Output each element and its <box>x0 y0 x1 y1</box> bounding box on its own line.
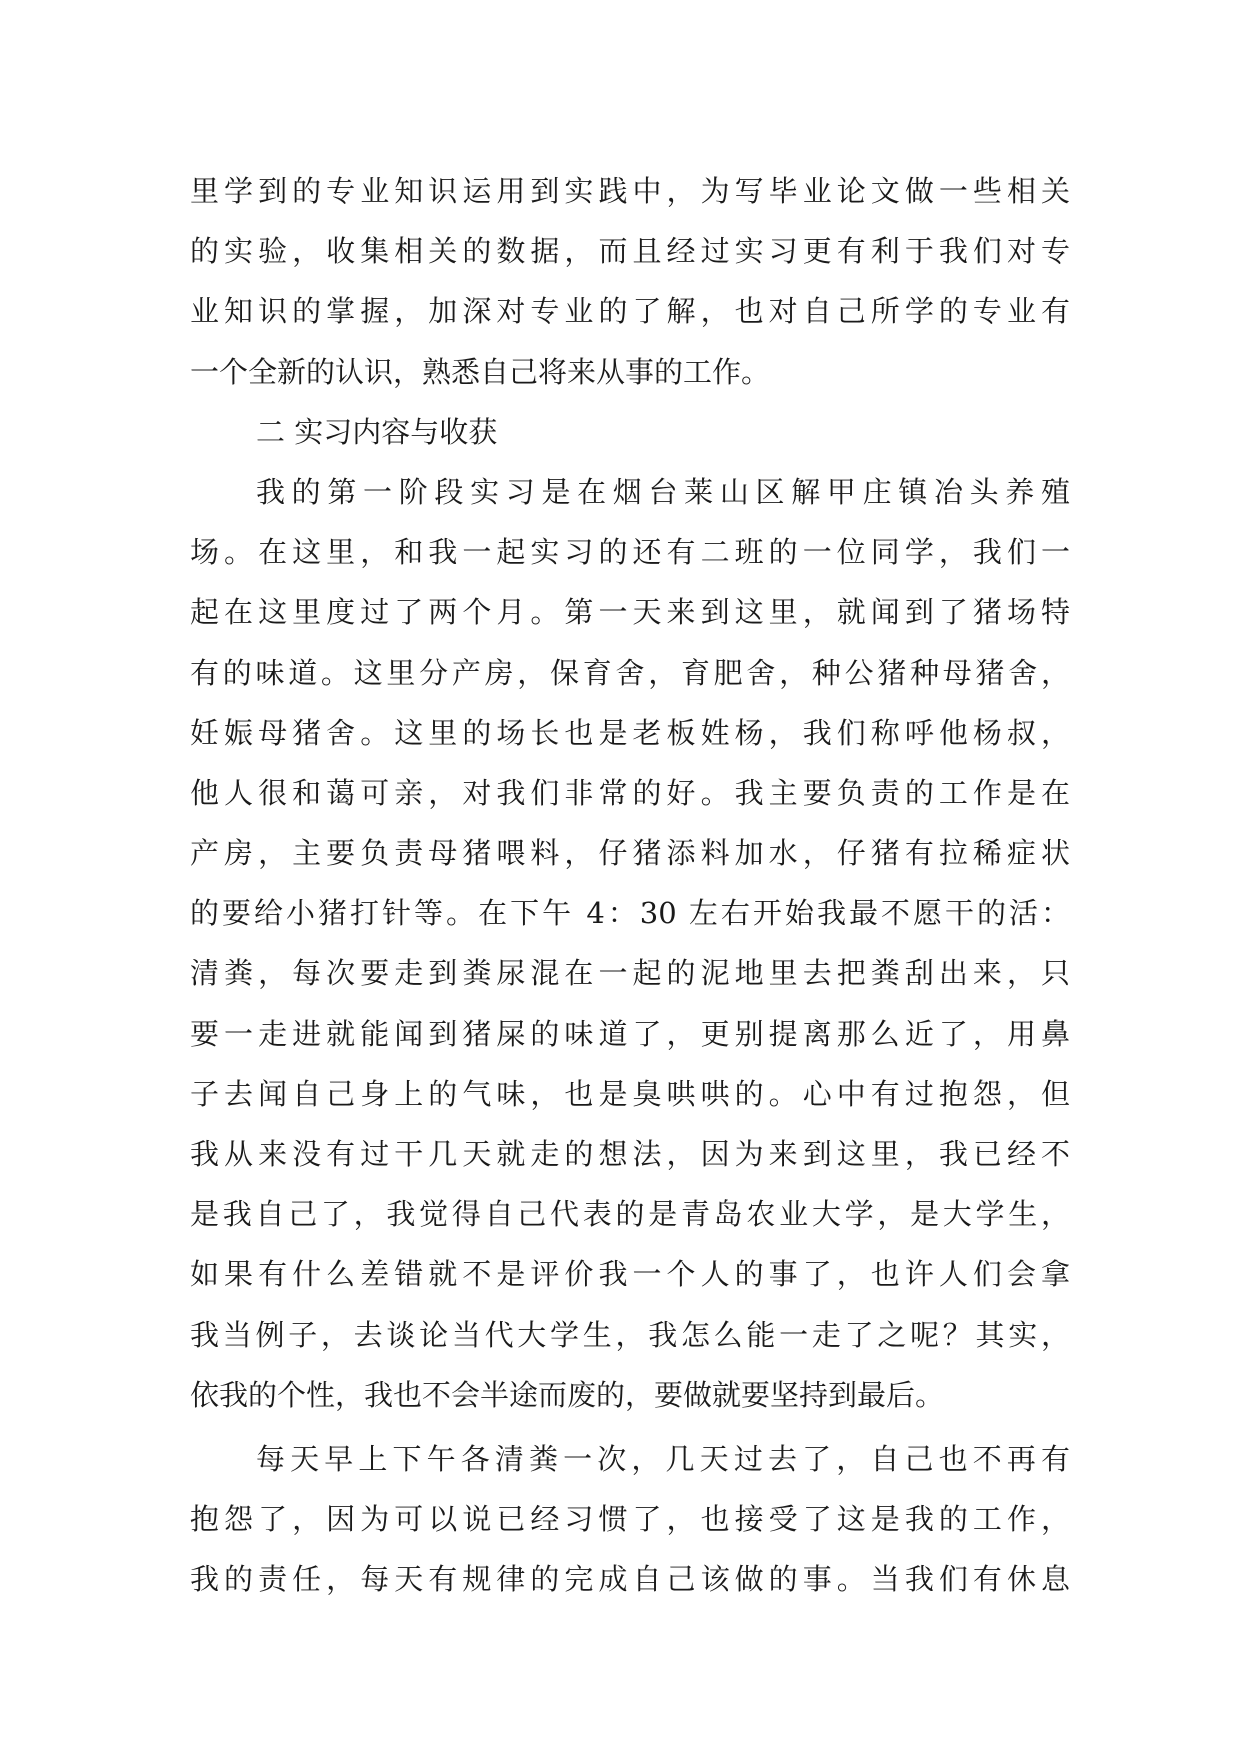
text-line: 起在这里度过了两个月。第一天来到这里，就闻到了猪场特 <box>190 595 1070 630</box>
text-line: 他人很和蔼可亲，对我们非常的好。我主要负责的工作是在 <box>190 775 1070 810</box>
text-line: 如果有什么差错就不是评价我一个人的事了，也许人们会拿 <box>190 1257 1070 1292</box>
text-line: 妊娠母猪舍。这里的场长也是老板姓杨，我们称呼他杨叔， <box>190 715 1070 750</box>
text-line: 一个全新的认识，熟悉自己将来从事的工作。 <box>190 354 771 389</box>
text-line: 每天早上下午各清粪一次，几天过去了，自己也不再有 <box>256 1441 1070 1476</box>
text-line: 产房，主要负责母猪喂料，仔猪添料加水，仔猪有拉稀症状 <box>190 836 1070 871</box>
text-line: 清粪，每次要走到粪尿混在一起的泥地里去把粪刮出来，只 <box>190 956 1070 991</box>
text-line: 场。在这里，和我一起实习的还有二班的一位同学，我们一 <box>190 535 1070 570</box>
text-line: 的实验，收集相关的数据，而且经过实习更有利于我们对专 <box>190 234 1070 269</box>
text-line: 的要给小猪打针等。在下午 4：30 左右开始我最不愿干的活： <box>190 896 1070 931</box>
text-line: 有的味道。这里分产房，保育舍，育肥舍，种公猪种母猪舍， <box>190 655 1070 690</box>
text-line: 我的责任，每天有规律的完成自己该做的事。当我们有休息 <box>190 1562 1070 1597</box>
document-body <box>190 161 1070 1610</box>
text-line: 是我自己了，我觉得自己代表的是青岛农业大学，是大学生， <box>190 1197 1070 1232</box>
text-line: 我的第一阶段实习是在烟台莱山区解甲庄镇冶头养殖 <box>256 474 1070 509</box>
text-line: 抱怨了，因为可以说已经习惯了，也接受了这是我的工作， <box>190 1502 1070 1537</box>
text-line: 里学到的专业知识运用到实践中，为写毕业论文做一些相关 <box>190 174 1070 208</box>
text-line: 依我的个性，我也不会半途而废的，要做就要坚持到最后。 <box>190 1377 945 1412</box>
text-line: 我从来没有过干几天就走的想法，因为来到这里，我已经不 <box>190 1137 1070 1171</box>
text-line: 要一走进就能闻到猪屎的味道了，更别提离那么近了，用鼻 <box>190 1016 1070 1051</box>
text-line: 业知识的掌握，加深对专业的了解，也对自己所学的专业有 <box>190 294 1070 329</box>
text-line: 我当例子，去谈论当代大学生，我怎么能一走了之呢？其实， <box>190 1317 1070 1352</box>
section-heading: 二 实习内容与收获 <box>256 414 498 449</box>
text-line: 子去闻自己身上的气味，也是臭哄哄的。心中有过抱怨，但 <box>190 1076 1070 1111</box>
